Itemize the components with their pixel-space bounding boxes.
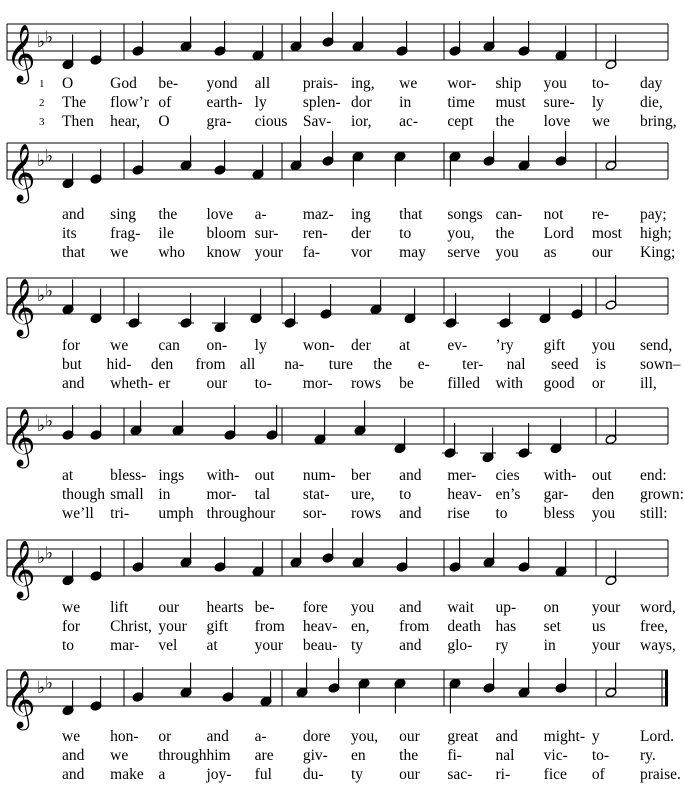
lyric-syllable: ty bbox=[351, 766, 364, 783]
lyric-syllable: at bbox=[206, 637, 218, 654]
lyric-syllable: to- bbox=[591, 75, 610, 92]
lyric-syllable: sur- bbox=[254, 225, 279, 242]
lyric-syllable: O bbox=[62, 75, 74, 92]
lyric-syllable: of bbox=[591, 766, 605, 783]
lyric-syllable: our bbox=[254, 505, 276, 522]
lyric-syllable: ren- bbox=[302, 225, 328, 242]
lyric-syllable: wheth- bbox=[110, 375, 154, 392]
lyric-syllable: hid- bbox=[106, 356, 132, 373]
lyric-syllable: and bbox=[62, 375, 85, 392]
lyric-syllable: ’ry bbox=[495, 337, 514, 354]
lyric-syllable: love bbox=[206, 206, 234, 223]
lyric-syllable: ly bbox=[254, 94, 267, 111]
treble-clef-icon: 𝄞 bbox=[6, 278, 36, 336]
lyric-syllable: death bbox=[447, 618, 481, 635]
lyric-syllable: God bbox=[110, 75, 137, 92]
lyric-syllable: bless bbox=[543, 505, 575, 522]
lyric-syllable: and bbox=[399, 637, 422, 654]
lyric-syllable: of bbox=[158, 94, 172, 111]
lyric-syllable: we bbox=[110, 337, 129, 354]
lyric-syllable: from bbox=[254, 618, 285, 635]
lyric-syllable: that bbox=[399, 206, 423, 223]
verse-number: 2 bbox=[39, 97, 45, 109]
lyric-syllable: gift bbox=[543, 337, 566, 354]
lyric-syllable: as bbox=[543, 244, 557, 261]
lyric-syllable: know bbox=[206, 244, 241, 261]
lyric-syllable: na- bbox=[284, 356, 305, 373]
lyric-syllable: set bbox=[543, 618, 561, 635]
lyric-syllable: we bbox=[62, 728, 81, 745]
lyric-syllable: and bbox=[62, 766, 85, 783]
lyric-syllable: to bbox=[495, 505, 508, 522]
lyric-syllable: your bbox=[254, 244, 284, 261]
lyric-syllable: wor- bbox=[447, 75, 477, 92]
lyric-syllable: him bbox=[206, 747, 231, 764]
lyric-syllable: and bbox=[62, 747, 85, 764]
lyric-syllable: can bbox=[158, 337, 180, 354]
lyric-syllable: the bbox=[158, 206, 178, 223]
lyric-syllable: are bbox=[254, 747, 274, 764]
lyric-syllable: ry. bbox=[640, 747, 656, 764]
lyric-syllable: Lord. bbox=[640, 728, 675, 745]
lyric-syllable: ty bbox=[351, 637, 364, 654]
lyric-syllable: Lord bbox=[543, 225, 574, 242]
lyric-syllable: you bbox=[591, 505, 616, 522]
lyric-syllable: cies bbox=[495, 467, 520, 484]
lyric-syllable: we bbox=[399, 75, 418, 92]
lyric-syllable: a- bbox=[254, 206, 267, 223]
lyric-syllable: King; bbox=[640, 244, 676, 261]
verse-number: 1 bbox=[39, 78, 45, 90]
lyric-syllable: in bbox=[543, 637, 556, 654]
lyric-syllable: ter- bbox=[462, 356, 484, 373]
lyric-syllable: our bbox=[399, 766, 420, 783]
lyric-syllable: beau- bbox=[302, 637, 338, 654]
lyric-syllable: we bbox=[62, 599, 81, 616]
lyric-syllable: your bbox=[158, 618, 187, 635]
lyric-syllable: mor- bbox=[206, 486, 237, 503]
lyric-syllable: lift bbox=[110, 599, 129, 616]
lyric-syllable: make bbox=[110, 766, 144, 783]
lyric-syllable: ile bbox=[158, 225, 174, 242]
lyric-syllable: ill, bbox=[640, 375, 657, 392]
lyric-syllable: on- bbox=[206, 337, 228, 354]
lyric-syllable: joy- bbox=[206, 766, 232, 783]
lyric-syllable: in bbox=[158, 486, 171, 503]
lyric-syllable: giv- bbox=[302, 747, 328, 764]
lyric-syllable: cious bbox=[254, 113, 288, 130]
lyric-syllable: and bbox=[399, 505, 422, 522]
lyric-syllable: grown: bbox=[640, 486, 684, 503]
lyric-syllable: bloom bbox=[206, 225, 247, 242]
lyric-syllable: serve bbox=[447, 244, 481, 261]
lyric-syllable: small bbox=[110, 486, 144, 503]
lyric-syllable: du- bbox=[302, 766, 324, 783]
lyric-syllable: that bbox=[62, 244, 86, 261]
lyric-syllable: Then bbox=[62, 113, 94, 130]
lyric-syllable: den bbox=[150, 356, 174, 373]
lyric-syllable: ure, bbox=[351, 486, 375, 503]
lyric-syllable: you bbox=[591, 337, 616, 354]
lyric-syllable: the bbox=[373, 356, 393, 373]
lyric-syllable: to bbox=[399, 225, 412, 242]
lyric-syllable: der bbox=[351, 225, 371, 242]
lyric-syllable: hearts bbox=[206, 599, 244, 616]
lyric-syllable: or bbox=[591, 375, 605, 392]
lyric-syllable: you bbox=[351, 599, 375, 616]
lyric-syllable: re- bbox=[591, 206, 610, 223]
lyric-syllable: ful bbox=[254, 766, 272, 783]
lyric-syllable: be- bbox=[158, 75, 179, 92]
lyric-syllable: nal bbox=[495, 747, 515, 764]
lyric-syllable: but bbox=[62, 356, 82, 373]
lyric-syllable: praise. bbox=[640, 766, 681, 783]
lyric-syllable: not bbox=[543, 206, 564, 223]
lyric-syllable: fi- bbox=[447, 747, 462, 764]
lyric-syllable: e- bbox=[417, 356, 430, 373]
lyric-syllable: fice bbox=[543, 766, 567, 783]
lyric-syllable: ior, bbox=[351, 113, 372, 130]
lyric-syllable: for bbox=[62, 618, 81, 635]
lyric-syllable: great bbox=[447, 728, 479, 745]
flat-sign-icon: ♭ bbox=[45, 281, 54, 302]
lyric-syllable: der bbox=[351, 337, 371, 354]
lyric-syllable: cept bbox=[447, 113, 474, 130]
lyric-syllable: The bbox=[62, 94, 87, 111]
lyric-syllable: time bbox=[447, 94, 475, 111]
lyric-syllable: you, bbox=[447, 225, 475, 242]
flat-sign-icon: ♭ bbox=[37, 678, 46, 698]
lyric-syllable: to- bbox=[254, 375, 272, 392]
lyric-syllable: you bbox=[543, 75, 567, 92]
lyric-syllable: though bbox=[62, 486, 106, 503]
lyric-syllable: en, bbox=[351, 618, 370, 635]
lyric-syllable: high; bbox=[640, 225, 672, 242]
lyric-syllable: dore bbox=[302, 728, 331, 745]
lyric-syllable: won- bbox=[302, 337, 335, 354]
lyric-syllable: gra- bbox=[206, 113, 232, 130]
lyric-syllable: and bbox=[206, 728, 229, 745]
lyric-syllable: good bbox=[543, 375, 575, 392]
lyric-syllable: our bbox=[206, 375, 228, 392]
lyric-syllable: bless- bbox=[110, 467, 147, 484]
flat-sign-icon: ♭ bbox=[45, 411, 54, 432]
flat-sign-icon: ♭ bbox=[45, 673, 54, 694]
lyric-syllable: and bbox=[399, 599, 422, 616]
lyric-syllable: our bbox=[591, 244, 613, 261]
flat-sign-icon: ♭ bbox=[37, 151, 46, 171]
lyric-syllable: ings bbox=[158, 467, 185, 484]
lyric-syllable: maz- bbox=[302, 206, 334, 223]
lyric-syllable: sown– bbox=[640, 356, 681, 373]
final-thick-barline bbox=[665, 670, 668, 706]
lyric-syllable: mar- bbox=[110, 637, 140, 654]
treble-clef-icon: 𝄞 bbox=[6, 670, 36, 728]
lyric-syllable: rows bbox=[351, 505, 382, 522]
lyric-syllable: umph bbox=[158, 505, 194, 522]
lyric-syllable: ture bbox=[328, 356, 353, 373]
lyric-syllable: out bbox=[591, 467, 612, 484]
lyric-syllable: vic- bbox=[543, 747, 568, 764]
lyric-syllable: at bbox=[399, 337, 411, 354]
lyric-syllable: fa- bbox=[302, 244, 321, 261]
lyric-syllable: prais- bbox=[302, 75, 339, 92]
lyric-syllable: y bbox=[591, 728, 600, 745]
lyric-syllable: ship bbox=[495, 75, 522, 92]
lyric-syllable: end: bbox=[640, 467, 667, 484]
lyric-syllable: hon- bbox=[110, 728, 139, 745]
lyric-syllable: heav- bbox=[302, 618, 338, 635]
lyric-syllable: heav- bbox=[447, 486, 482, 503]
lyric-syllable: love bbox=[543, 113, 571, 130]
lyric-syllable: your bbox=[591, 599, 621, 616]
lyric-syllable: sac- bbox=[447, 766, 473, 783]
lyric-syllable: to bbox=[399, 486, 412, 503]
lyric-syllable: ways, bbox=[640, 637, 676, 654]
lyric-syllable: num- bbox=[302, 467, 336, 484]
lyric-syllable: or bbox=[158, 728, 172, 745]
lyric-syllable: you, bbox=[351, 728, 379, 745]
lyric-syllable: our bbox=[399, 728, 420, 745]
lyric-syllable: out bbox=[254, 467, 275, 484]
verse-number: 3 bbox=[39, 116, 45, 128]
lyric-syllable: ing bbox=[351, 206, 371, 223]
lyric-syllable: sing bbox=[110, 206, 136, 223]
treble-clef-icon: 𝄞 bbox=[6, 143, 36, 201]
flat-sign-icon: ♭ bbox=[37, 32, 46, 52]
lyric-syllable: splen- bbox=[302, 94, 341, 111]
lyric-syllable: with bbox=[495, 375, 524, 392]
lyric-syllable: en’s bbox=[495, 486, 521, 503]
lyric-syllable: from bbox=[195, 356, 226, 373]
lyric-syllable: ri- bbox=[495, 766, 511, 783]
lyric-syllable: all bbox=[254, 75, 271, 92]
lyric-syllable: O bbox=[158, 113, 170, 130]
lyric-syllable: still: bbox=[640, 505, 668, 522]
lyric-syllable: sure- bbox=[543, 94, 575, 111]
flat-sign-icon: ♭ bbox=[37, 548, 46, 568]
lyric-syllable: may bbox=[399, 244, 426, 261]
lyric-syllable: die, bbox=[640, 94, 663, 111]
lyric-syllable: we bbox=[110, 244, 129, 261]
lyric-syllable: ing, bbox=[351, 75, 375, 92]
lyric-syllable: bring, bbox=[640, 113, 677, 130]
lyric-syllable: you bbox=[495, 244, 519, 261]
lyric-syllable: word, bbox=[640, 599, 676, 616]
lyric-syllable: gift bbox=[206, 618, 229, 635]
lyric-syllable: frag- bbox=[110, 225, 141, 242]
lyric-syllable: pay; bbox=[640, 206, 667, 223]
lyric-syllable: and bbox=[62, 206, 85, 223]
lyric-syllable: our bbox=[158, 599, 179, 616]
flat-sign-icon: ♭ bbox=[37, 286, 46, 306]
lyric-syllable: for bbox=[62, 337, 81, 354]
lyric-syllable: ry bbox=[495, 637, 509, 654]
lyric-syllable: a- bbox=[254, 728, 267, 745]
lyric-syllable: ev- bbox=[447, 337, 468, 354]
lyric-syllable: send, bbox=[640, 337, 673, 354]
lyric-syllable: yond bbox=[206, 75, 238, 92]
lyric-syllable: ber bbox=[351, 467, 371, 484]
flat-sign-icon: ♭ bbox=[37, 416, 46, 436]
lyric-syllable: gar- bbox=[543, 486, 569, 503]
lyric-syllable: the bbox=[495, 225, 515, 242]
lyric-syllable: with- bbox=[543, 467, 577, 484]
lyric-syllable: with- bbox=[206, 467, 240, 484]
lyric-syllable: fore bbox=[302, 599, 328, 616]
lyric-syllable: mor- bbox=[302, 375, 333, 392]
lyric-syllable: can- bbox=[495, 206, 523, 223]
lyric-syllable: er bbox=[158, 375, 171, 392]
lyric-syllable: ly bbox=[591, 94, 604, 111]
treble-clef-icon: 𝄞 bbox=[6, 540, 36, 598]
lyric-syllable: dor bbox=[351, 94, 372, 111]
lyric-syllable: tal bbox=[254, 486, 271, 503]
flat-sign-icon: ♭ bbox=[45, 27, 54, 48]
lyric-syllable: and bbox=[399, 467, 422, 484]
lyric-syllable: sor- bbox=[302, 505, 327, 522]
lyric-syllable: den bbox=[591, 486, 615, 503]
lyric-syllable: all bbox=[239, 356, 256, 373]
lyric-syllable: tri- bbox=[110, 505, 130, 522]
lyric-syllable: might- bbox=[543, 728, 585, 745]
lyric-syllable: hear, bbox=[110, 113, 141, 130]
lyric-syllable: seed bbox=[551, 356, 579, 373]
lyric-syllable: vor bbox=[351, 244, 372, 261]
lyric-syllable: ly bbox=[254, 337, 267, 354]
lyric-syllable: most bbox=[591, 225, 622, 242]
lyric-syllable: from bbox=[399, 618, 430, 635]
lyric-syllable: your bbox=[254, 637, 284, 654]
lyric-syllable: stat- bbox=[302, 486, 330, 503]
lyric-syllable: us bbox=[591, 618, 606, 635]
lyric-syllable: up- bbox=[495, 599, 517, 616]
lyric-syllable: and bbox=[495, 728, 518, 745]
lyric-syllable: we bbox=[110, 747, 129, 764]
lyric-syllable: free, bbox=[640, 618, 668, 635]
lyric-syllable: rows bbox=[351, 375, 382, 392]
treble-clef-icon: 𝄞 bbox=[6, 408, 36, 466]
lyric-syllable: a bbox=[158, 766, 166, 783]
lyric-syllable: en bbox=[351, 747, 366, 764]
lyric-syllable: we bbox=[591, 113, 610, 130]
treble-clef-icon: 𝄞 bbox=[6, 24, 36, 82]
lyric-syllable: to- bbox=[591, 747, 610, 764]
lyric-syllable: on bbox=[543, 599, 560, 616]
lyric-syllable: nal bbox=[506, 356, 526, 373]
lyric-syllable: filled bbox=[447, 375, 481, 392]
lyric-syllable: to bbox=[62, 637, 75, 654]
lyric-syllable: must bbox=[495, 94, 526, 111]
lyric-syllable: day bbox=[640, 75, 663, 92]
lyric-syllable: vel bbox=[158, 637, 178, 654]
lyric-syllable: who bbox=[158, 244, 186, 261]
lyric-syllable: through bbox=[158, 747, 207, 764]
lyric-syllable: ac- bbox=[399, 113, 419, 130]
lyric-syllable: flow’r bbox=[110, 94, 149, 111]
lyric-syllable: the bbox=[399, 747, 419, 764]
lyric-syllable: wait bbox=[447, 599, 475, 616]
lyric-syllable: mer- bbox=[447, 467, 477, 484]
lyric-syllable: has bbox=[495, 618, 517, 635]
lyric-syllable: we’ll bbox=[62, 505, 94, 522]
lyric-syllable: in bbox=[399, 94, 412, 111]
lyric-syllable: rise bbox=[447, 505, 470, 522]
flat-sign-icon: ♭ bbox=[45, 146, 54, 167]
lyric-syllable: glo- bbox=[447, 637, 473, 654]
flat-sign-icon: ♭ bbox=[45, 543, 54, 564]
lyric-syllable: its bbox=[62, 225, 77, 242]
lyric-syllable: at bbox=[62, 467, 74, 484]
lyric-syllable: be bbox=[399, 375, 414, 392]
lyric-syllable: be- bbox=[254, 599, 275, 616]
lyric-syllable: songs bbox=[447, 206, 483, 223]
lyric-syllable: your bbox=[591, 637, 621, 654]
lyric-syllable: is bbox=[595, 356, 606, 373]
lyric-syllable: Sav- bbox=[302, 113, 332, 130]
lyric-syllable: the bbox=[495, 113, 515, 130]
lyric-syllable: through bbox=[206, 505, 255, 522]
lyric-syllable: Christ, bbox=[110, 618, 152, 635]
lyric-syllable: earth- bbox=[206, 94, 243, 111]
